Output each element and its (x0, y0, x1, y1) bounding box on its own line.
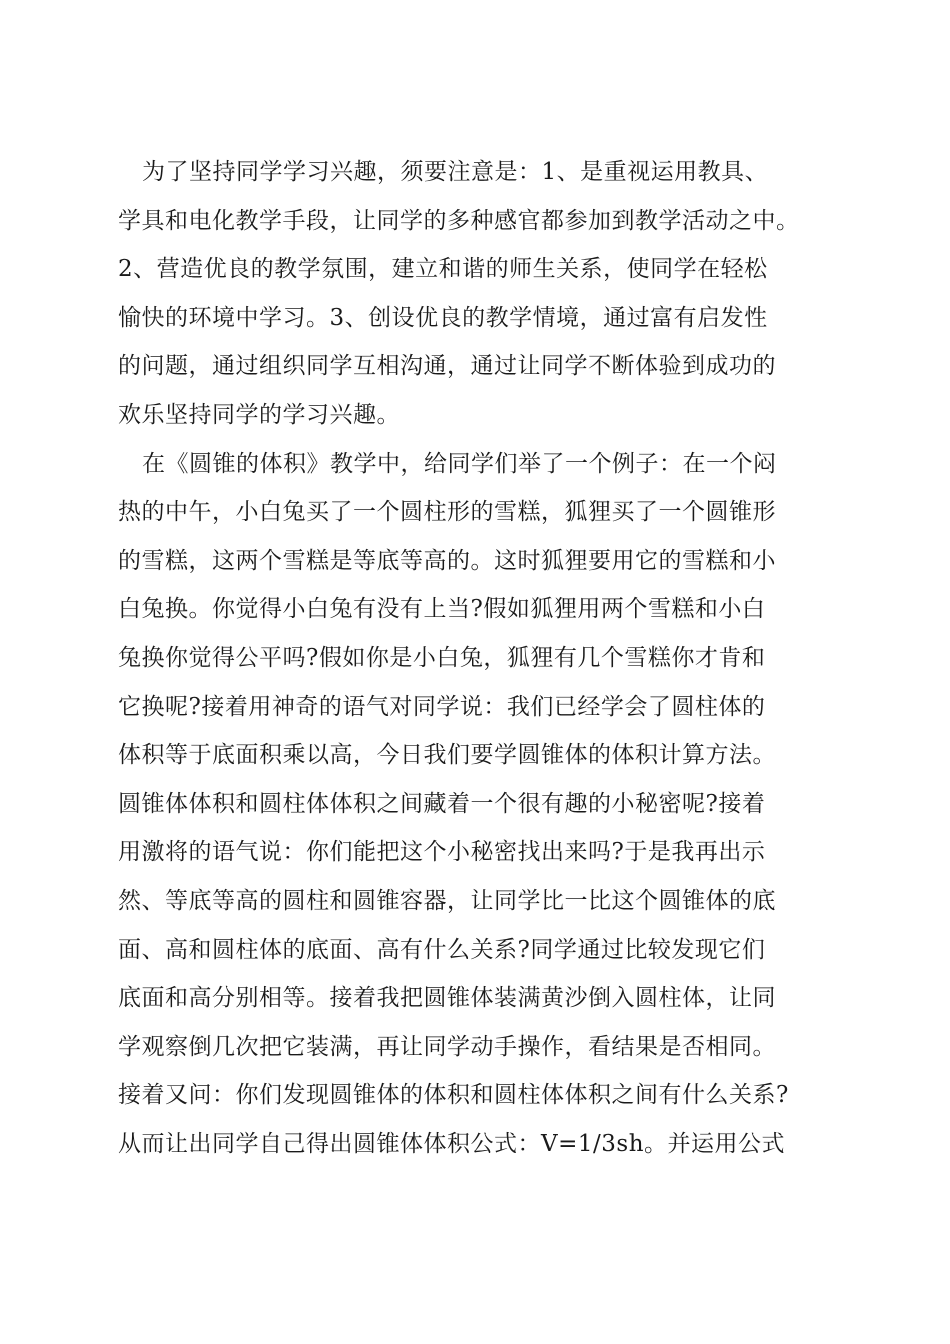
paragraph-2-line-6: 它换呢?接着用神奇的语气对同学说：我们已经学会了圆柱体的 (118, 693, 766, 720)
paragraph-1-line-1: 为了坚持同学学习兴趣，须要注意是：1、是重视运用教具、 (142, 159, 769, 185)
paragraph-1-line-2: 学具和电化教学手段，让同学的多种感官都参加到教学活动之中。 (118, 207, 800, 234)
paragraph-2-line-7: 体积等于底面积乘以高，今日我们要学圆锥体的体积计算方法。 (118, 742, 776, 769)
paragraph-2-line-3: 的雪糕，这两个雪糕是等底等高的。这时狐狸要用它的雪糕和小 (118, 547, 776, 574)
paragraph-1-line-5: 的问题，通过组织同学互相沟通，通过让同学不断体验到成功的 (118, 353, 776, 380)
paragraph-2-line-8: 圆锥体体积和圆柱体体积之间藏着一个很有趣的小秘密呢?接着 (118, 790, 766, 817)
paragraph-2-line-13: 学观察倒几次把它装满，再让同学动手操作，看结果是否相同。 (118, 1033, 776, 1060)
paragraph-2-line-4: 白兔换。你觉得小白兔有没有上当?假如狐狸用两个雪糕和小白 (118, 596, 766, 623)
paragraph-1-line-6: 欢乐坚持同学的学习兴趣。 (118, 401, 400, 428)
paragraph-2-line-5: 兔换你觉得公平吗?假如你是小白兔，狐狸有几个雪糕你才肯和 (118, 644, 766, 671)
paragraph-2-line-12: 底面和高分别相等。接着我把圆锥体装满黄沙倒入圆柱体，让同 (118, 985, 776, 1012)
paragraph-1-line-4: 愉快的环境中学习。3、创设优良的教学情境，通过富有启发性 (118, 304, 768, 331)
document-body (118, 148, 858, 1168)
paragraph-2-line-2: 热的中午，小白兔买了一个圆柱形的雪糕，狐狸买了一个圆锥形 (118, 499, 776, 526)
paragraph-2-line-1: 在《圆锥的体积》教学中，给同学们举了一个例子：在一个闷 (142, 450, 777, 477)
paragraph-2-line-10: 然、等底等高的圆柱和圆锥容器，让同学比一比这个圆锥体的底 (118, 887, 776, 914)
paragraph-1-line-3: 2、营造优良的教学氛围，建立和谐的师生关系，使同学在轻松 (118, 256, 768, 283)
paragraph-2-line-9: 用激将的语气说：你们能把这个小秘密找出来吗?于是我再出示 (118, 839, 766, 866)
paragraph-2-line-11: 面、高和圆柱体的底面、高有什么关系?同学通过比较发现它们 (118, 936, 766, 963)
paragraph-2-line-15: 从而让出同学自己得出圆锥体体积公式：V=1/3sh。并运用公式 (118, 1130, 786, 1157)
paragraph-2-line-14: 接着又问：你们发现圆锥体的体积和圆柱体体积之间有什么关系? (118, 1082, 789, 1109)
